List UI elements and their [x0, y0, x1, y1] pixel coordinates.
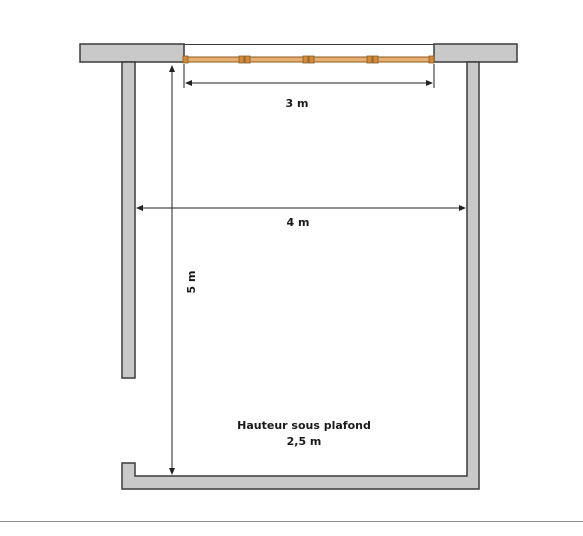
window-mullion: [245, 56, 250, 63]
window-width-label: 3 m: [285, 97, 309, 110]
dimension-line-window: [184, 64, 434, 88]
room-width-label: 4 m: [286, 216, 310, 229]
left-wall-upper: [122, 62, 135, 378]
window-mullion: [309, 56, 314, 63]
window-mullion: [429, 56, 434, 63]
window-mullion: [373, 56, 378, 63]
window-mullion: [303, 56, 308, 63]
window: [183, 45, 434, 64]
window-mullion: [239, 56, 244, 63]
dimension-line-room-depth: [169, 65, 175, 475]
room-depth-label: 5 m: [185, 270, 198, 294]
ceiling-height-title: Hauteur sous plafond: [237, 419, 371, 432]
ceiling-height-value: 2,5 m: [286, 435, 322, 448]
window-mullion: [183, 56, 188, 63]
top-wall-right: [434, 44, 517, 62]
top-wall-left: [80, 44, 184, 62]
window-mullion: [367, 56, 372, 63]
dimension-line-room-width: [136, 205, 466, 211]
